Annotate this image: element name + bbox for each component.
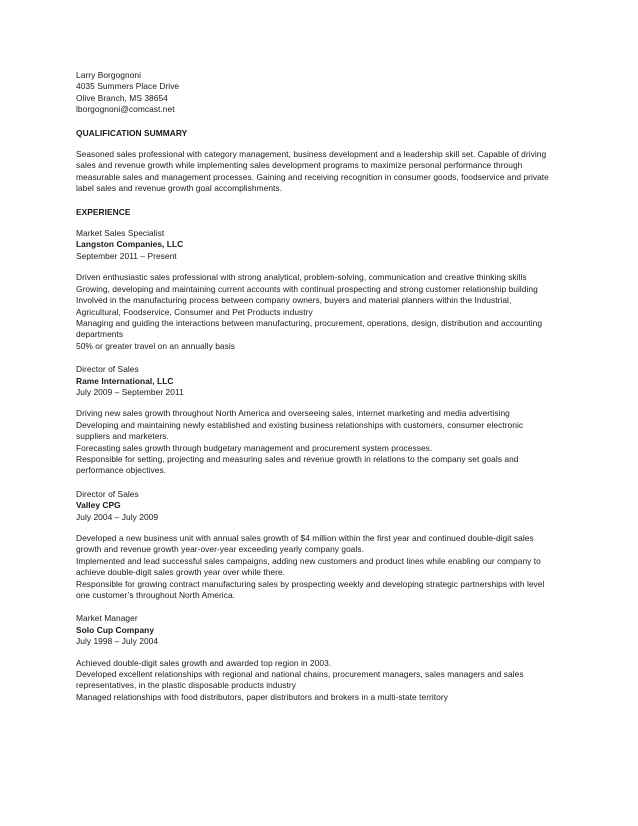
job-line: performance objectives. xyxy=(76,465,167,476)
qualification-section xyxy=(76,128,576,195)
job-line: Developed excellent relationships with regional and national chains, procurement managers, sales managers and sales xyxy=(76,669,524,680)
job-title: Market Sales Specialist xyxy=(76,228,165,239)
experience-section xyxy=(76,207,576,704)
job-line: Driven enthusiastic sales professional with strong analytical, problem-solving, communication and creative thinking skills xyxy=(76,272,527,283)
job-dates: September 2011 – Present xyxy=(76,250,177,261)
job-line: Managing and guiding the interactions between manufacturing, procurement, operations, design, distribution and accounting xyxy=(76,317,543,328)
job-company: Valley CPG xyxy=(76,500,121,511)
qualification-line: label sales and revenue growth goal accomplishments. xyxy=(76,183,283,194)
qualification-line: sales and revenue growth while implementing sales development programs to maximize personal performance through xyxy=(76,160,523,171)
job-line: 50% or greater travel on an annually basis xyxy=(76,340,235,351)
job-line: Agricultural, Foodservice, Consumer and Pet Products industry xyxy=(76,306,313,317)
job-line: Involved in the manufacturing process between company owners, buyers and material planners within the Industrial, xyxy=(76,295,512,306)
contact-block xyxy=(76,70,576,116)
job-line: one customer’s throughout North America. xyxy=(76,590,236,601)
job-dates: July 2004 – July 2009 xyxy=(76,511,159,522)
job-entry xyxy=(76,364,576,477)
job-company: Rame International, LLC xyxy=(76,375,174,386)
job-company: Langston Companies, LLC xyxy=(76,239,184,250)
job-line: representatives, in the plastic disposable products industry xyxy=(76,680,296,691)
job-entry xyxy=(76,228,576,352)
job-line: achieve double-digit sales growth year over while there. xyxy=(76,567,286,578)
job-line: Responsible for setting, projecting and measuring sales and revenue growth in relations to the company set goals and xyxy=(76,453,519,464)
job-line: Developing and maintaining newly established and existing business relationships with customers, consumer electronic xyxy=(76,419,524,430)
job-line: Managed relationships with food distributors, paper distributors and brokers in a multi-state territory xyxy=(76,691,448,702)
qualification-line: Seasoned sales professional with category management, business development and a leadership skill set. Capable of driving xyxy=(76,149,547,160)
job-entry xyxy=(76,613,576,703)
resume-page xyxy=(76,70,576,703)
job-title: Director of Sales xyxy=(76,488,139,499)
contact-name: Larry Borgognoni xyxy=(76,70,142,80)
qualification-line: measurable sales and management processes. Gaining and receiving recognition in consumer goods, foodservice and private xyxy=(76,171,549,182)
job-line: suppliers and marketers. xyxy=(76,431,169,442)
job-line: Forecasting sales growth through budgetary management and procurement system processes. xyxy=(76,442,433,453)
job-company: Solo Cup Company xyxy=(76,624,155,635)
contact-email: lborgognoni@comcast.net xyxy=(76,104,175,115)
contact-city: Olive Branch, MS 38654 xyxy=(76,92,168,103)
job-dates: July 2009 – September 2011 xyxy=(76,386,184,397)
job-line: Achieved double-digit sales growth and awarded top region in 2003. xyxy=(76,657,332,668)
job-line: Developed a new business unit with annual sales growth of $4 million within the first year and continued double-digit sales xyxy=(76,533,534,543)
job-entry xyxy=(76,489,576,602)
qualification-heading: QUALIFICATION SUMMARY xyxy=(76,127,188,138)
experience-heading: EXPERIENCE xyxy=(76,206,131,217)
job-line: departments xyxy=(76,329,124,340)
job-line: growth and revenue growth year-over-year exceeding yearly company goals. xyxy=(76,544,365,555)
job-line: Responsible for growing contract manufacturing sales by prospecting weekly and developing strategic partnerships with level xyxy=(76,578,545,589)
job-title: Director of Sales xyxy=(76,364,139,375)
contact-address: 4035 Summers Place Drive xyxy=(76,81,180,92)
job-line: Implemented and lead successful sales campaigns, adding new customers and product lines while enabling our company to xyxy=(76,555,541,566)
job-line: Driving new sales growth throughout North America and overseeing sales, internet marketing and media advertising xyxy=(76,408,510,419)
job-line: Growing, developing and maintaining current accounts with continual prospecting and strong customer relationship building xyxy=(76,283,538,294)
job-title: Market Manager xyxy=(76,613,138,624)
job-dates: July 1998 – July 2004 xyxy=(76,636,159,647)
